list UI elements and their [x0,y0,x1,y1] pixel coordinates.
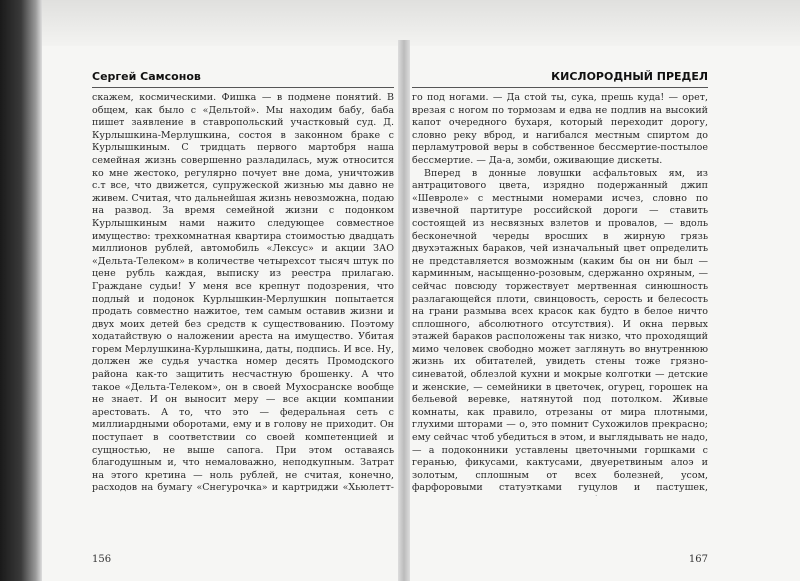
right-page-number: 167 [688,554,708,565]
right-running-head: КИСЛОРОДНЫЙ ПРЕДЕЛ [412,70,708,88]
right-paragraph-2: Вперед в донные ловушки асфальтовых ям, из антрацитового цвета, изрядно подержанный джип «Шевроле» с местными номерами исчез, словно по извечной партитуре российской дороги — ставить состоящей из несвязных взлетов и провалов, — вдоль бесконечной череды вросших в жирную грязь двухэтажных бараков, чей изначальный цвет определить не представляется возможным (каким бы он ни был — карминным, насыщенно-розовым, сдержанно охряным, — сейчас повсюду торжествует мертвенная синюшность разлагающейся плоти, свинцовость, серость и белесость на грани размыва всех красок как будто в белое ничто сплошного, абсолютного отсутствия). И окна первых этажей бараков расположены так низко, что проходящий мимо человек свободно может заглянуть во внутреннюю жизнь их обитателей, увидеть стены тоже грязно-синеватой, облезлой кухни и мокрые колготки — детские и женские, — семейники в цветочек, огурец, горошек на бельевой веревке, натянутой под потолком. Живые комнаты, как правило, отрезаны от мира плотными, глухими шторами — о, это помнит Сухожилов прекрасно; ему сейчас чтоб убедиться в этом, и выглядывать не надо, — а подоконники уставлены цветочными горшками с геранью, фикусами, кактусами, двуеретвиным алоэ и золотым, сплошным от всех болезней, усом, фарфоровыми статуэтками гуцулов и пастушек, [412,167,708,494]
left-paragraph-1: скажем, космическими. Фишка — в подмене понятий. В общем, как было с «Дельтой». Мы находим бабу, баба пишет заявление в ставропольский участковый суд. Д. Курлышкина-Мерлушкина, состоя в законном браке с Курлышкиным. С тридцать первого мартобря наша семейная жизнь совершенно разладилась, муж относится ко мне жестоко, регулярно почует вне дома, уничтожив с.т все, что движется, супружеской жизнью мы давно не живем. Считая, что дальнейшая жизнь невозможна, подаю на развод. За время семейной жизни с подонком Курлышкиным нами нажито следующее совместное имущество: трехкомнатная квартира стоимостью двадцать миллионов рублей, автомобиль «Лексус» и акции ЗАО «Дельта-Телеком» в количестве четырехсот тысяч штук по цене рубль каждая, выписку из реестра прилагаю. Граждане судьи! У меня все крепнут подозрения, что подлый и подонок Курлышкин-Мерлушкин попытается продать совместно нажитое, тем самым оставив жизни и двух моих детей без средств к существованию. Поэтому ходатайствую о наложении ареста на имущество. Убитая горем Мерлушкина-Курлышкина, даты, подпись. И все. Ну, должен же судья участка номер десять Промодского района как-то защитить несчастную брошенку. А что такое «Дельта-Телеком», он в своей Мухосранске вообще не знает. И он выносит меру — все акции компании арестовать. А то, что это — федеральная сеть с миллиардными оборотами, ему и в голову не приходит. Он поступает в соответствии со своей компетенцией и сущностью, не выше сапога. При этом оставаясь благодушным и, что немаловажно, неподкупным. Затрат на этого кретина — ноль рублей, не считая, конечно, расходов на бумагу «Снегурочка» и картриджи «Хьюлетт- [92,92,394,494]
right-page [412,70,708,571]
left-page-text [92,92,394,496]
left-page-number: 156 [92,554,112,565]
scan-left-edge [0,0,42,581]
book-gutter [398,40,410,581]
left-running-head: Сергей Самсонов [92,70,394,88]
right-page-text [412,92,708,496]
left-page [92,70,394,571]
right-paragraph-1: го под ногами. — Да стой ты, сука, прешь куда! — орет, врезая с ногом по тормозам и едва не подлив на высокий капот очередного бухаря, который переходит дорогу, словно реку вброд, и нагибался местным спиртом до перламутровой веры в собственное бессмертие-постылое бессмертие. — Да-а, зомби, оживающие дискеты. [412,92,708,166]
